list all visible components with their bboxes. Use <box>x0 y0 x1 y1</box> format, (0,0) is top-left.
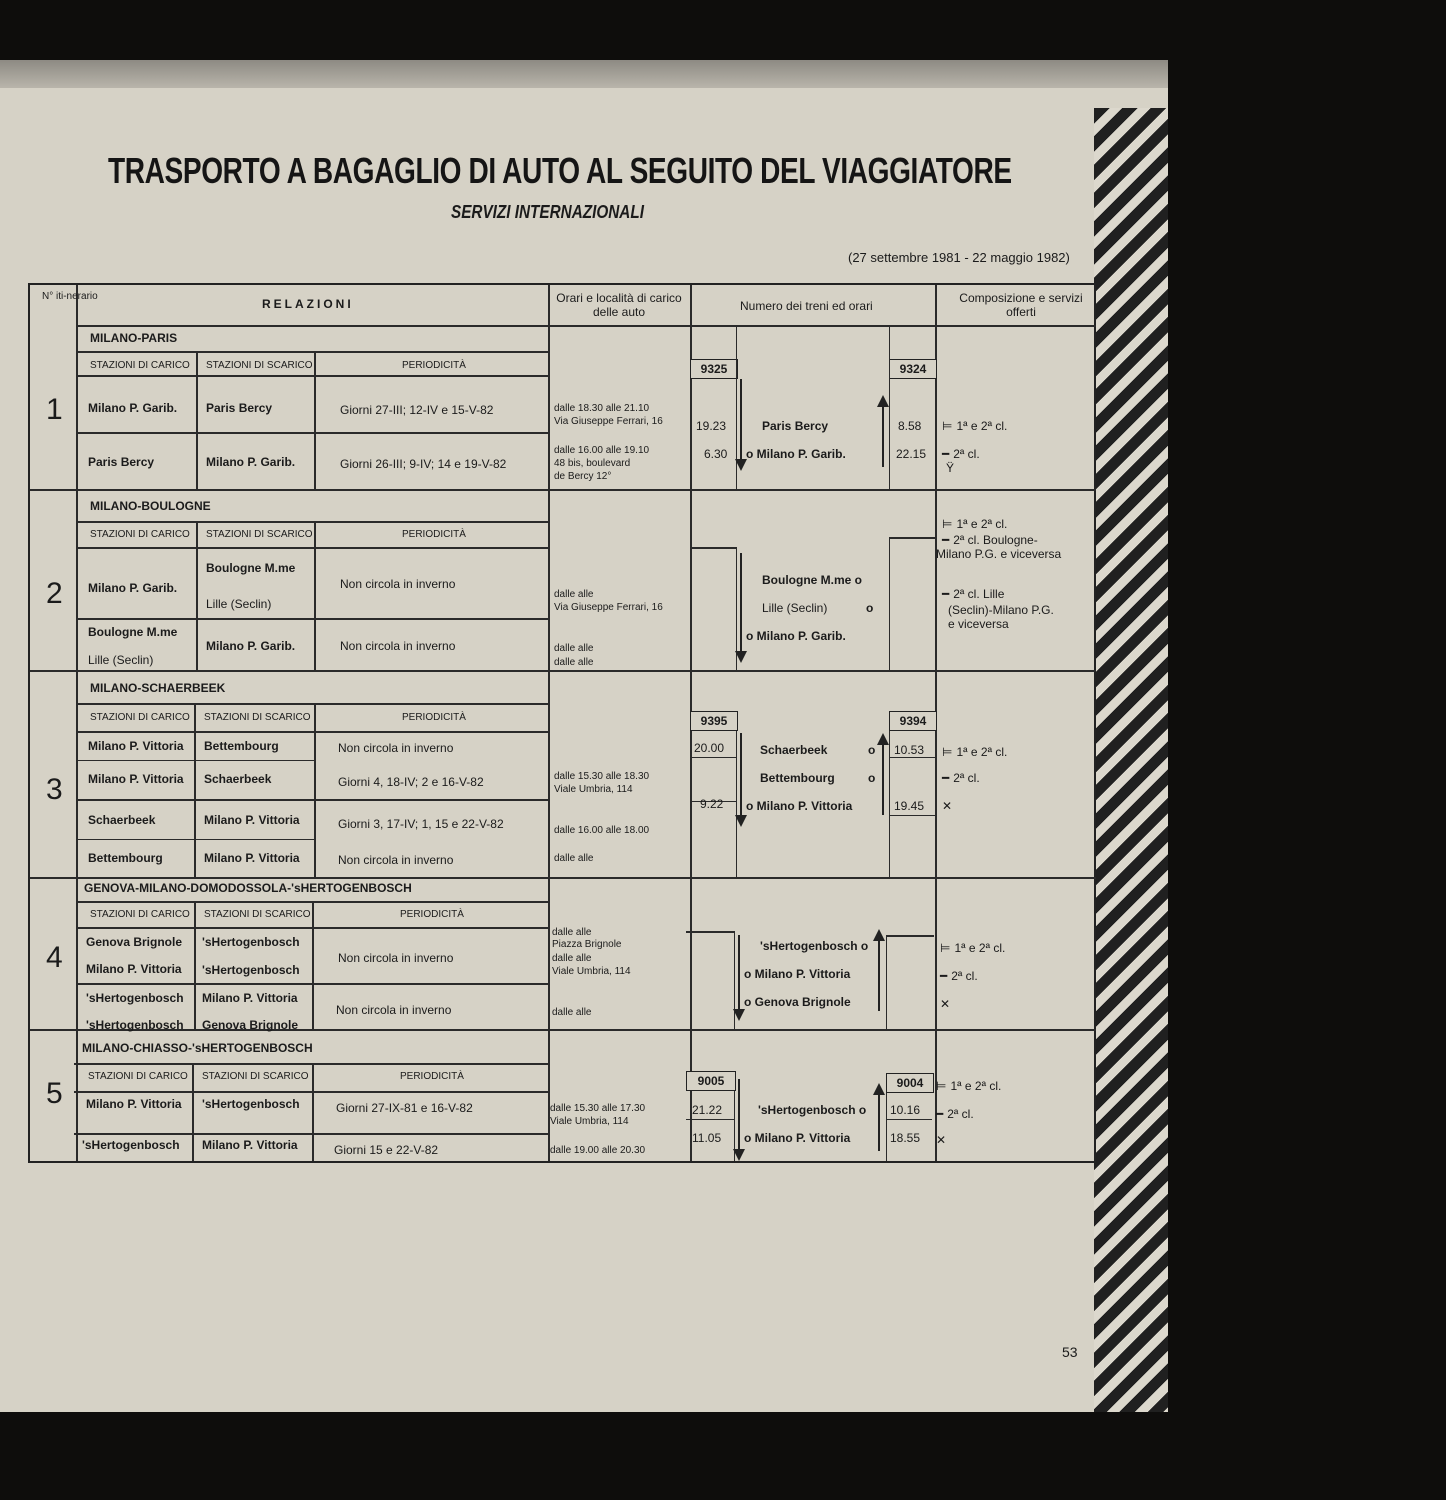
col-trains-head: Numero dei treni ed orari <box>740 299 873 313</box>
it1-station-2: o Milano P. Garib. <box>746 447 846 461</box>
it4-comp-1: 1ª e 2ª cl. <box>954 941 1006 955</box>
it5-dep-1: 21.22 <box>692 1103 723 1117</box>
it5-arr-1: 10.16 <box>890 1103 921 1117</box>
sub-load-head: STAZIONI DI CARICO <box>90 360 190 371</box>
train-9394: 9394 <box>889 711 937 731</box>
sub-load-head: STAZIONI DI CARICO <box>90 909 190 920</box>
it2-load-4: dalle alle <box>554 657 594 668</box>
it4-r3-to: Milano P. Vittoria <box>202 991 298 1005</box>
sub-unload-head: STAZIONI DI SCARICO <box>204 909 311 920</box>
couchette-icon: ━ <box>942 587 950 601</box>
itinerary-1-name: MILANO-PARIS <box>90 331 178 345</box>
it1-load-2: Via Giuseppe Ferrari, 16 <box>554 416 663 427</box>
it5-r2-from: 'sHertogenbosch <box>82 1138 180 1152</box>
it5-r1-period: Giorni 27-IX-81 e 16-V-82 <box>336 1101 473 1115</box>
couchette-icon: ━ <box>940 969 948 983</box>
station-marker: o <box>868 743 876 757</box>
arrow-down <box>740 553 742 653</box>
arrow-down <box>738 935 740 1011</box>
it5-station-2: o Milano P. Vittoria <box>744 1131 851 1145</box>
it3-arr-1: 10.53 <box>894 743 925 757</box>
it3-station-3: o Milano P. Vittoria <box>746 799 853 813</box>
it2-station-2-marker: o <box>866 601 874 615</box>
page-title: TRASPORTO A BAGAGLIO DI AUTO AL SEGUITO DEL VIAGGIATORE <box>108 150 1012 191</box>
sub-period-head: PERIODICITÀ <box>402 360 466 371</box>
it2-station-2: Lille (Seclin) <box>762 601 828 615</box>
it5-r2-to: Milano P. Vittoria <box>202 1138 298 1152</box>
it1-comp-1: 1ª e 2ª cl. <box>956 419 1008 433</box>
sub-period-head: PERIODICITÀ <box>402 529 466 540</box>
sub-period-head: PERIODICITÀ <box>402 712 466 723</box>
it5-r2-period: Giorni 15 e 22-V-82 <box>334 1143 439 1157</box>
it3-load-3: dalle 16.00 alle 18.00 <box>554 825 650 836</box>
it5-comp-1: 1ª e 2ª cl. <box>950 1079 1002 1093</box>
sub-period-head: PERIODICITÀ <box>400 1071 464 1082</box>
it1-r2-to: Milano P. Garib. <box>206 455 296 469</box>
restaurant-icon: ✕ <box>936 1133 947 1147</box>
it3-r4-from: Bettembourg <box>88 851 163 865</box>
it1-dep-1: 19.23 <box>696 419 727 433</box>
page-top-edge <box>0 60 1168 88</box>
it4-r2-to: 'sHertogenbosch <box>202 963 300 977</box>
it1-r2-period: Giorni 26-III; 9-IV; 14 e 19-V-82 <box>340 457 507 471</box>
sub-unload-head: STAZIONI DI SCARICO <box>206 529 313 540</box>
train-9004: 9004 <box>886 1073 934 1093</box>
it4-r1-to: 'sHertogenbosch <box>202 935 300 949</box>
it2-r2-from-1: Boulogne M.me <box>88 625 178 639</box>
it3-station-1: Schaerbeek <box>760 743 828 757</box>
couchette-icon: ━ <box>936 1107 944 1121</box>
itinerary-2-name: MILANO-BOULOGNE <box>90 499 211 513</box>
it4-r1-from: Genova Brignole <box>86 935 183 949</box>
it3-comp-2: 2ª cl. <box>953 771 980 785</box>
it3-dep-1: 20.00 <box>694 741 725 755</box>
timetable <box>28 283 1096 1163</box>
it3-r2-from: Milano P. Vittoria <box>88 772 184 786</box>
it4-r4-from: 'sHertogenbosch <box>86 1018 184 1032</box>
arrow-down <box>740 733 742 817</box>
it3-load-1: dalle 15.30 alle 18.30 <box>554 771 650 782</box>
sub-unload-head: STAZIONI DI SCARICO <box>206 360 313 371</box>
sub-unload-head: STAZIONI DI SCARICO <box>204 712 311 723</box>
it4-station-2: o Milano P. Vittoria <box>744 967 851 981</box>
page-subtitle: SERVIZI INTERNAZIONALI <box>451 202 644 222</box>
it4-station-3: o Genova Brignole <box>744 995 851 1009</box>
it3-dep-2: 9.22 <box>700 797 724 811</box>
it3-r1-from: Milano P. Vittoria <box>88 739 184 753</box>
it1-station-1: Paris Bercy <box>762 419 829 433</box>
couchette-icon: ━ <box>942 447 950 461</box>
sleeper-icon: ⊨ <box>942 419 953 433</box>
it3-r1-to: Bettembourg <box>204 739 279 753</box>
it4-r2-from: Milano P. Vittoria <box>86 962 182 976</box>
it3-r4-to: Milano P. Vittoria <box>204 851 300 865</box>
stripe-border <box>1094 108 1168 1412</box>
it1-r1-period: Giorni 27-III; 12-IV e 15-V-82 <box>340 403 494 417</box>
it3-r2-period: Giorni 4, 18-IV; 2 e 16-V-82 <box>338 775 484 789</box>
it1-load-4: 48 bis, boulevard <box>554 458 631 469</box>
it2-r1-to-1: Boulogne M.me <box>206 561 296 575</box>
it3-load-4: dalle alle <box>554 853 594 864</box>
itinerary-4-number: 4 <box>46 941 63 974</box>
it3-r4-period: Non circola in inverno <box>338 853 454 867</box>
couchette-icon: ━ <box>942 771 950 785</box>
restaurant-icon: ✕ <box>942 799 953 813</box>
it5-load-1: dalle 15.30 alle 17.30 <box>550 1103 646 1114</box>
it2-comp-6: e viceversa <box>948 617 1009 631</box>
arrow-up <box>882 743 884 815</box>
it3-load-2: Viale Umbria, 114 <box>554 784 633 795</box>
sub-load-head: STAZIONI DI CARICO <box>90 712 190 723</box>
it4-load-1: dalle alle <box>552 927 592 938</box>
arrow-down <box>738 1079 740 1151</box>
page-number: 53 <box>1062 1344 1078 1360</box>
itinerary-3-name: MILANO-SCHAERBEEK <box>90 681 226 695</box>
it1-load-1: dalle 18.30 alle 21.10 <box>554 403 650 414</box>
sleeper-icon: ⊨ <box>942 517 953 531</box>
it5-r1-to: 'sHertogenbosch <box>202 1097 300 1111</box>
it2-r1-period: Non circola in inverno <box>340 577 456 591</box>
col-relations-head: RELAZIONI <box>262 297 354 311</box>
it2-comp-1: 1ª e 2ª cl. <box>956 517 1008 531</box>
it1-dep-2: 6.30 <box>704 447 728 461</box>
arrow-down <box>740 379 742 461</box>
itinerary-3-number: 3 <box>46 773 63 806</box>
it4-load-2: Piazza Brignole <box>552 939 622 950</box>
it4-period-2: Non circola in inverno <box>336 1003 452 1017</box>
it5-load-3: dalle 19.00 alle 20.30 <box>550 1145 646 1156</box>
arrow-up <box>878 939 880 1011</box>
it2-load-2: Via Giuseppe Ferrari, 16 <box>554 602 663 613</box>
restaurant-icon: ✕ <box>940 997 951 1011</box>
it2-load-3: dalle alle <box>554 643 594 654</box>
it1-r1-to: Paris Bercy <box>206 401 273 415</box>
it2-r2-from-2: Lille (Seclin) <box>88 653 154 667</box>
arrow-up <box>878 1093 880 1151</box>
it1-load-3: dalle 16.00 alle 19.10 <box>554 445 650 456</box>
col-loading-head: Orari e località di carico delle auto <box>556 291 682 319</box>
it1-arr-2: 22.15 <box>896 447 927 461</box>
it3-r1-period: Non circola in inverno <box>338 741 454 755</box>
it3-station-2: Bettembourg <box>760 771 835 785</box>
it2-r1-from: Milano P. Garib. <box>88 581 178 595</box>
it2-station-3: o Milano P. Garib. <box>746 629 846 643</box>
it2-load-1: dalle alle <box>554 589 594 600</box>
it4-r3-from: 'sHertogenbosch <box>86 991 184 1005</box>
itinerary-2-number: 2 <box>46 577 63 610</box>
itinerary-5-name: MILANO-CHIASSO-'sHERTOGENBOSCH <box>82 1041 313 1055</box>
sleeper-icon: ⊨ <box>942 745 953 759</box>
it2-comp-2: 2ª cl. Boulogne- <box>953 533 1038 547</box>
it2-comp-5: (Seclin)-Milano P.G. <box>948 603 1054 617</box>
it5-comp-2: 2ª cl. <box>947 1107 974 1121</box>
it3-comp-1: 1ª e 2ª cl. <box>956 745 1008 759</box>
it3-r3-to: Milano P. Vittoria <box>204 813 300 827</box>
itinerary-4-name: GENOVA-MILANO-DOMODOSSOLA-'sHERTOGENBOSCH <box>84 881 412 895</box>
it3-r3-period: Giorni 3, 17-IV; 1, 15 e 22-V-82 <box>338 817 504 831</box>
train-9005: 9005 <box>686 1071 736 1091</box>
it2-comp-4: 2ª cl. Lille <box>953 587 1005 601</box>
it1-r2-from: Paris Bercy <box>88 455 155 469</box>
sub-unload-head: STAZIONI DI SCARICO <box>202 1071 309 1082</box>
it2-comp-3: Milano P.G. e viceversa <box>936 547 1062 561</box>
it5-load-2: Viale Umbria, 114 <box>550 1116 629 1127</box>
it1-r1-from: Milano P. Garib. <box>88 401 178 415</box>
it5-r1-from: Milano P. Vittoria <box>86 1097 182 1111</box>
sleeper-icon: ⊨ <box>936 1079 947 1093</box>
it4-station-1: 'sHertogenbosch o <box>760 939 869 953</box>
it2-station-1: Boulogne M.me o <box>762 573 862 587</box>
it2-r2-period: Non circola in inverno <box>340 639 456 653</box>
sub-load-head: STAZIONI DI CARICO <box>90 529 190 540</box>
it4-comp-2: 2ª cl. <box>951 969 978 983</box>
it3-arr-2: 19.45 <box>894 799 925 813</box>
itinerary-5-number: 5 <box>46 1077 63 1110</box>
station-marker: o <box>868 771 876 785</box>
train-9395: 9395 <box>690 711 738 731</box>
it4-load-3: dalle alle <box>552 953 592 964</box>
it5-arr-2: 18.55 <box>890 1131 921 1145</box>
it4-load-4: Viale Umbria, 114 <box>552 966 631 977</box>
it4-r4-to: Genova Brignole <box>202 1018 299 1032</box>
it1-arr-1: 8.58 <box>898 419 922 433</box>
it2-r2-to: Milano P. Garib. <box>206 639 296 653</box>
it4-load-5: dalle alle <box>552 1007 592 1018</box>
sub-period-head: PERIODICITÀ <box>400 909 464 920</box>
it4-period-1: Non circola in inverno <box>338 951 454 965</box>
it2-r1-to-2: Lille (Seclin) <box>206 597 272 611</box>
validity-period: (27 settembre 1981 - 22 maggio 1982) <box>848 250 1070 265</box>
it3-r2-to: Schaerbeek <box>204 772 272 786</box>
col-itinerary-head: N° iti-nerario <box>42 291 98 302</box>
it3-r3-from: Schaerbeek <box>88 813 156 827</box>
sub-load-head: STAZIONI DI CARICO <box>88 1071 188 1082</box>
train-9325: 9325 <box>690 359 738 379</box>
col-composition-head: Composizione e servizi offerti <box>959 291 1083 319</box>
arrow-up <box>882 405 884 467</box>
itinerary-1-number: 1 <box>46 393 63 426</box>
it1-comp-2: 2ª cl. <box>953 447 980 461</box>
bar-icon: Ÿ <box>946 461 955 475</box>
couchette-icon: ━ <box>942 533 950 547</box>
train-9324: 9324 <box>889 359 937 379</box>
it1-load-5: de Bercy 12° <box>554 471 612 482</box>
it5-dep-2: 11.05 <box>692 1131 722 1145</box>
it5-station-1: 'sHertogenbosch o <box>758 1103 867 1117</box>
sleeper-icon: ⊨ <box>940 941 951 955</box>
